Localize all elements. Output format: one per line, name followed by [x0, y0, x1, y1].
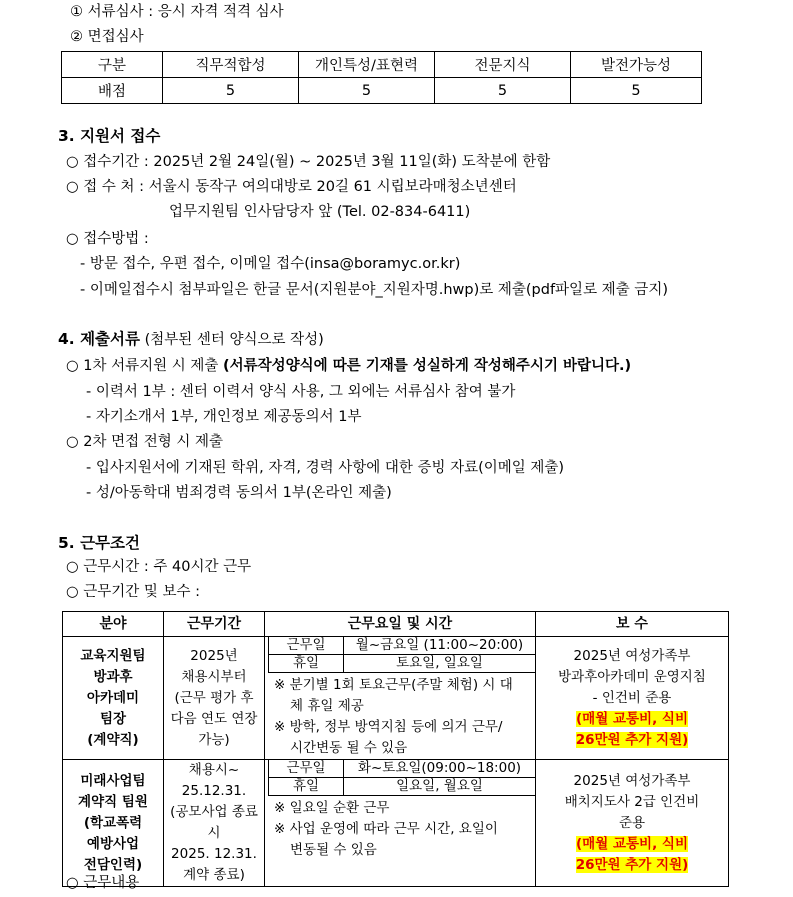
dept-line: 계약직 팀원	[78, 793, 148, 810]
application-place: ○ 접 수 처 : 서울시 동작구 여의대방로 20길 61 시립보라매청소년센터	[66, 179, 517, 195]
first-round-item-2: - 자기소개서 1부, 개인정보 제공동의서 1부	[86, 409, 362, 425]
dept-line: 아카데미	[86, 689, 140, 706]
second-round-item-2: - 성/아동학대 범죄경력 동의서 1부(온라인 제출)	[86, 485, 392, 501]
note-line: ※ 사업 운영에 따라 근무 시간, 요일이	[274, 821, 498, 837]
table-header-cell: 개인특성/표현력	[299, 52, 435, 78]
workday-value: 화~토요일(09:00~18:00)	[344, 760, 536, 778]
table-row	[63, 637, 729, 760]
note-line: ※ 방학, 정부 방역지침 등에 의거 근무/	[274, 719, 503, 735]
dept-line: (계약직)	[87, 731, 139, 748]
application-place-contact: 업무지원팀 인사담당자 앞 (Tel. 02-834-6411)	[169, 204, 471, 220]
holiday-value: 일요일, 월요일	[344, 778, 536, 796]
table-cell: 5	[299, 78, 435, 104]
table-header-cell: 분야	[63, 612, 164, 637]
note-line: ※ 분기별 1회 토요근무(주말 체험) 시 대	[274, 677, 513, 693]
working-hours: ○ 근무시간 : 주 40시간 근무	[66, 559, 252, 575]
note-line: ※ 일요일 순환 근무	[274, 800, 390, 816]
section4-title: 4. 제출서류	[58, 330, 140, 348]
table-cell: 배점	[62, 78, 163, 104]
dept-cell	[63, 760, 164, 887]
table-row	[62, 78, 702, 104]
period-line: 가능)	[198, 731, 230, 748]
period-line: 계약 종료)	[183, 867, 245, 883]
table-header-cell: 근무기간	[164, 612, 265, 637]
table-header-cell: 구분	[62, 52, 163, 78]
schedule-notes	[268, 673, 535, 759]
dept-line: 예방사업	[86, 835, 140, 852]
table-header-row	[62, 52, 702, 78]
screening-item-interview: ② 면접심사	[70, 29, 144, 45]
table-header-cell: 보 수	[536, 612, 729, 637]
workday-label: 근무일	[269, 760, 344, 778]
pay-line: 2025년 여성가족부	[573, 647, 691, 664]
pay-cell	[536, 760, 729, 887]
dept-line: 팀장	[99, 710, 127, 727]
period-line: 2025년	[190, 647, 238, 664]
first-round-label: ○ 1차 서류지원 시 제출	[66, 358, 219, 374]
table-header-cell: 전문지식	[435, 52, 571, 78]
schedule-cell	[265, 637, 536, 760]
period-line: 2025. 12.31.	[171, 846, 257, 862]
section4-heading	[58, 329, 324, 350]
working-period-pay: ○ 근무기간 및 보수 :	[66, 584, 201, 600]
schedule-subtable	[268, 760, 535, 796]
working-conditions-table	[62, 611, 729, 887]
table-cell: 5	[163, 78, 299, 104]
period-cell	[164, 637, 265, 760]
section4-title-note: (첨부된 센터 양식으로 작성)	[144, 332, 324, 348]
table-header-cell: 근무요일 및 시간	[265, 612, 536, 637]
period-cell	[164, 760, 265, 887]
schedule-cell	[265, 760, 536, 887]
table-cell: 5	[435, 78, 571, 104]
pay-line: 2025년 여성가족부	[573, 772, 691, 789]
section5-title: 5. 근무조건	[58, 534, 140, 552]
workday-value: 월~금요일 (11:00~20:00)	[344, 637, 536, 655]
period-line: 25.12.31.	[181, 783, 247, 799]
pay-line: 배치지도사 2급 인건비	[564, 793, 700, 810]
period-line: (근무 평가 후	[174, 689, 254, 706]
pay-highlight: (매월 교통비, 식비	[576, 835, 688, 852]
second-round-heading: ○ 2차 면접 전형 시 제출	[66, 434, 223, 450]
application-method-1: - 방문 접수, 우편 접수, 이메일 접수(insa@boramyc.or.kr)	[80, 256, 461, 272]
second-round-item-1: - 입사지원서에 기재된 학위, 자격, 경력 사항에 대한 증빙 자료(이메일 제출)	[86, 460, 565, 476]
note-line: 변동될 수 있음	[290, 842, 377, 858]
dept-line: (학교폭력	[83, 814, 143, 831]
dept-line: 미래사업팀	[80, 772, 146, 789]
period-line: 채용시~	[188, 762, 240, 778]
table-header-cell: 직무적합성	[163, 52, 299, 78]
holiday-label: 휴일	[269, 655, 344, 673]
holiday-value: 토요일, 일요일	[344, 655, 536, 673]
workday-label: 근무일	[269, 637, 344, 655]
pay-line: 방과후아카데미 운영지침	[558, 668, 706, 685]
application-method: ○ 접수방법 :	[66, 231, 149, 247]
pay-highlight: 26만원 추가 지원)	[575, 731, 689, 748]
table-header-row	[63, 612, 729, 637]
period-line: 채용시부터	[181, 668, 247, 685]
section3-title: 3. 지원서 접수	[58, 127, 161, 145]
interview-score-table	[61, 51, 702, 104]
pay-cell	[536, 637, 729, 760]
schedule-notes	[268, 796, 535, 861]
table-header-cell: 발전가능성	[571, 52, 702, 78]
holiday-label: 휴일	[269, 778, 344, 796]
dept-line: 방과후	[93, 668, 133, 685]
work-content: ○ 근무내용	[66, 875, 140, 891]
pay-highlight: (매월 교통비, 식비	[576, 710, 688, 727]
schedule-subtable	[268, 637, 535, 673]
first-round-note: (서류작성양식에 따른 기재를 성실하게 작성해주시기 바랍니다.)	[222, 358, 632, 374]
pay-line: - 인건비 준용	[592, 689, 672, 706]
application-method-2: - 이메일접수시 첨부파일은 한글 문서(지원분야_지원자명.hwp)로 제출(pdf파일로 제출 금지)	[80, 282, 668, 298]
screening-item-document: ① 서류심사 : 응시 자격 적격 심사	[70, 4, 284, 20]
table-cell: 5	[571, 78, 702, 104]
note-line: 체 휴일 제공	[290, 698, 364, 714]
period-line: (공모사업 종료시	[170, 804, 258, 841]
note-line: 시간변동 될 수 있음	[290, 740, 408, 756]
pay-line: 준용	[618, 814, 646, 831]
table-row	[63, 760, 729, 887]
application-period: ○ 접수기간 : 2025년 2월 24일(월) ~ 2025년 3월 11일(화) 도착분에 한함	[66, 154, 551, 170]
dept-line: 교육지원팀	[80, 647, 146, 664]
dept-cell	[63, 637, 164, 760]
first-round-heading	[66, 356, 631, 376]
dept-line: 전담인력)	[83, 856, 143, 873]
pay-highlight: 26만원 추가 지원)	[575, 856, 689, 873]
first-round-item-1: - 이력서 1부 : 센터 이력서 양식 사용, 그 외에는 서류심사 참여 불가	[86, 384, 516, 400]
period-line: 다음 연도 연장	[170, 710, 258, 727]
